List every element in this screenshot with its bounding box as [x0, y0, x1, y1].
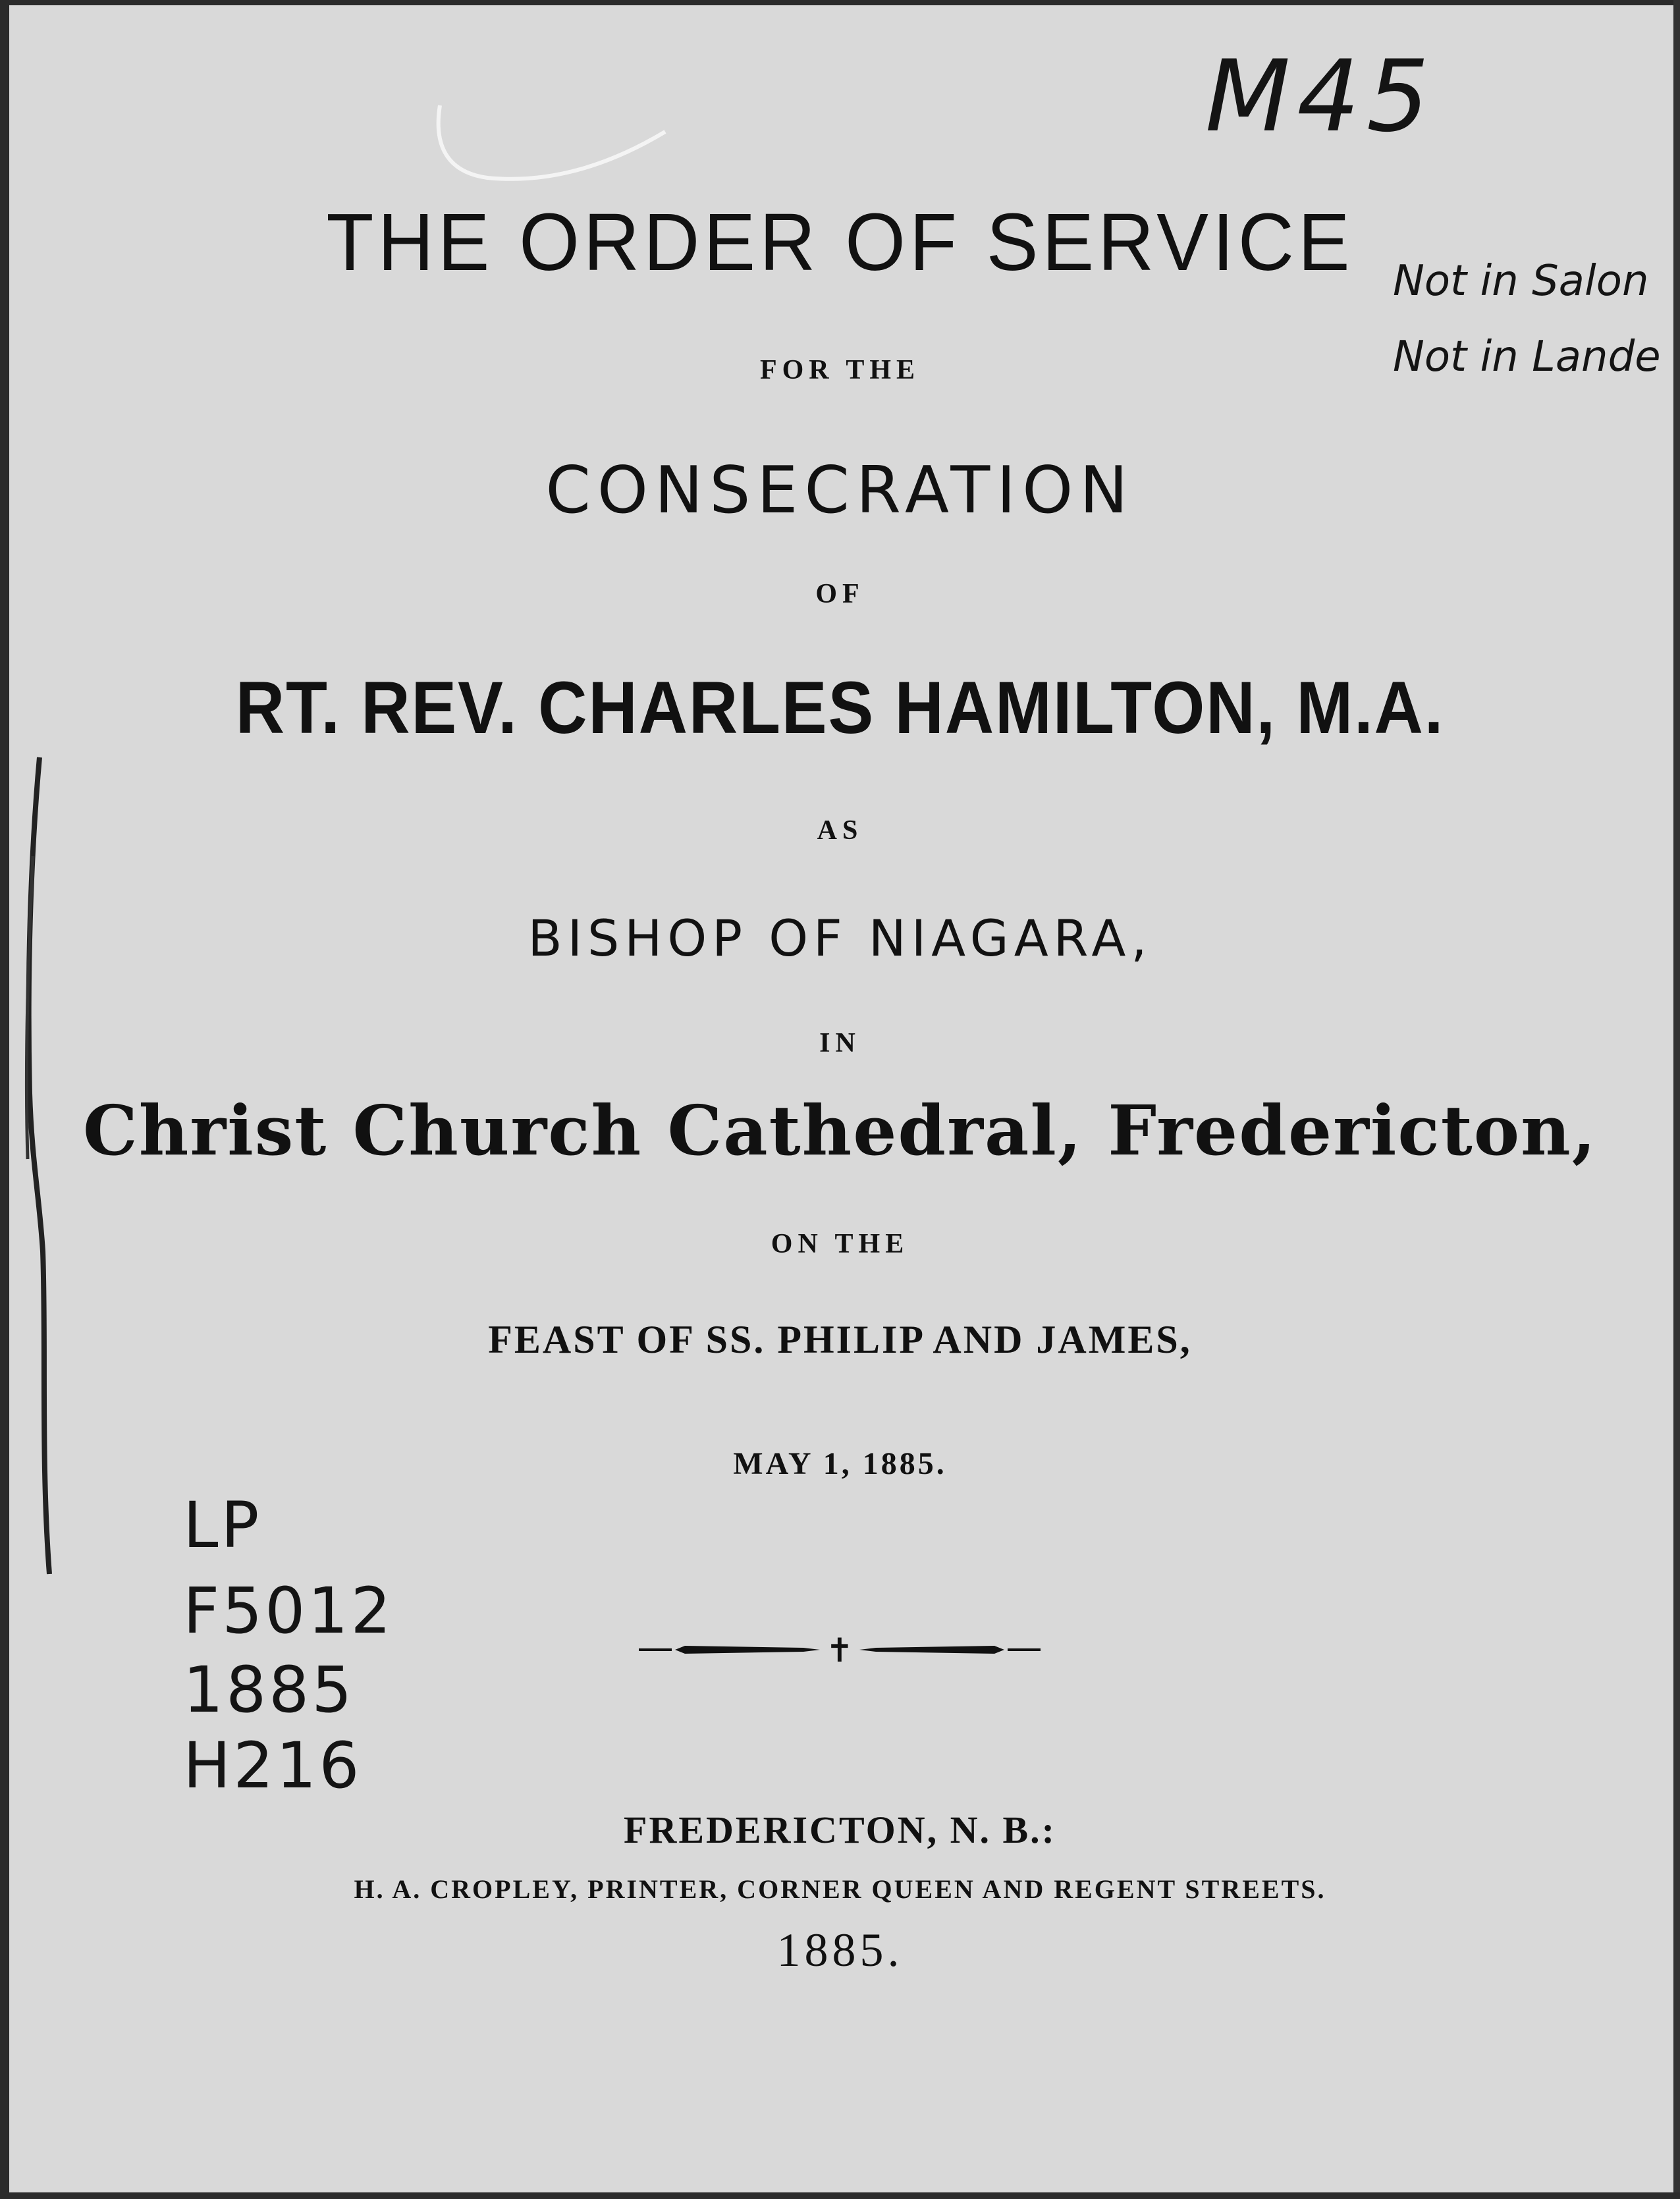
document-title: THE ORDER OF SERVICE	[326, 196, 1354, 288]
scan-border-top	[0, 0, 1680, 5]
handwritten-shelf-mark: M45	[1205, 40, 1436, 154]
handwritten-note-2: Not in Lande	[1393, 333, 1661, 381]
on-the-line: ON THE	[771, 1229, 909, 1259]
cross-icon: ✝	[826, 1631, 854, 1670]
imprint-city: FREDERICTON, N. B.:	[624, 1808, 1056, 1851]
bishop-name: RT. REV. CHARLES HAMILTON, M.A.	[235, 666, 1445, 749]
for-the-line: FOR THE	[759, 355, 921, 385]
in-line: IN	[819, 1028, 861, 1058]
call-number-line: LP	[183, 1488, 262, 1562]
feast-line: FEAST OF SS. PHILIP AND JAMES,	[488, 1318, 1192, 1361]
call-number-line: 1885	[183, 1653, 355, 1727]
imprint-printer: H. A. CROPLEY, PRINTER, CORNER QUEEN AND REGENT STREETS.	[354, 1874, 1326, 1904]
consecration-heading: CONSECRATION	[545, 453, 1135, 528]
call-number-line: H216	[183, 1729, 362, 1803]
imprint-year: 1885.	[776, 1924, 904, 1976]
cathedral-line: Christ Church Cathedral, Fredericton,	[83, 1090, 1597, 1171]
service-date: MAY 1, 1885.	[733, 1446, 947, 1481]
cross-rule-ornament	[639, 1630, 1041, 1670]
scan-border-bottom	[0, 2192, 1680, 2199]
of-line: OF	[815, 579, 865, 609]
bishopric-line: BISHOP OF NIAGARA,	[528, 909, 1152, 967]
pencil-stroke	[428, 99, 678, 191]
call-number-line: F5012	[183, 1574, 394, 1648]
handwritten-note-1: Not in Salon	[1393, 257, 1649, 306]
as-line: AS	[817, 815, 863, 846]
